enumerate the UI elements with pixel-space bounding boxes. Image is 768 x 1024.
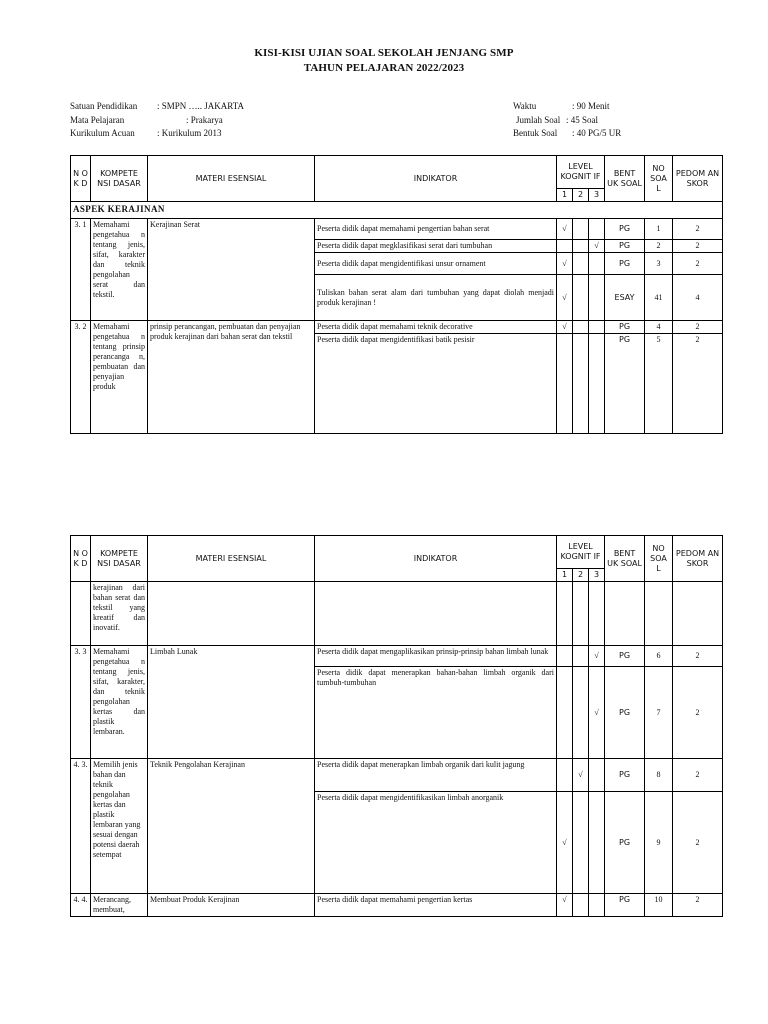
header-level-1: 1 <box>557 189 573 202</box>
kompetensi-text: Memahami pengetahua n tentang jenis, sifat, karakter, dan teknik pengolahan kertas dan plastik lembaran. <box>91 646 148 759</box>
kd-number: 3. 2 <box>71 321 91 434</box>
header-level: LEVEL KOGNIT IF <box>557 156 605 189</box>
info-label-waktu: Waktu <box>513 101 537 111</box>
header-level-2: 2 <box>573 189 589 202</box>
table-row <box>71 759 723 792</box>
info-value-jumlah: : 45 Soal <box>566 115 599 125</box>
bentuk-soal: PG <box>605 792 645 894</box>
indikator-text: Peserta didik dapat megklasifikasi serat dari tumbuhan <box>315 240 557 253</box>
no-soal: 3 <box>645 253 673 275</box>
skor: 2 <box>673 759 723 792</box>
indikator-text: Tuliskan bahan serat alam dari tumbuhan yang dapat diolah menjadi produk kerajinan ! <box>315 275 557 321</box>
info-value-mapel: : Prakarya <box>186 115 223 125</box>
kompetensi-text: kerajinan dari bahan serat dan tekstil yang kreatif dan inovatif. <box>91 582 148 646</box>
kompetensi-text: Memilih jenis bahan dan teknik pengolahan kertas dan plastik lembaran yang sesuai dengan potensi daerah setempat <box>91 759 148 894</box>
materi-text: prinsip perancangan, pembuatan dan penyajian produk kerajinan dari bahan serat dan tekstil <box>148 321 315 434</box>
info-value-kurikulum: : Kurikulum 2013 <box>157 128 222 138</box>
check-mark: √ <box>589 240 605 253</box>
no-soal: 10 <box>645 894 673 917</box>
skor: 2 <box>673 253 723 275</box>
no-soal: 5 <box>645 334 673 434</box>
indikator-text: Peserta didik dapat menerapkan bahan-bahan limbah organik dari tumbuh-tumbuhan <box>315 667 557 759</box>
skor: 2 <box>673 667 723 759</box>
check-mark: √ <box>557 253 573 275</box>
header-pedoman: PEDOM AN SKOR <box>673 156 723 202</box>
kompetensi-text: Memahami pengetahua n tentang jenis, sifat, karakter dan teknik pengolahan serat dan tekstil. <box>91 219 148 321</box>
skor: 4 <box>673 275 723 321</box>
no-soal: 8 <box>645 759 673 792</box>
header-bentuk: BENT UK SOAL <box>605 156 645 202</box>
table-row <box>71 582 723 646</box>
aspek-heading: ASPEK KERAJINAN <box>71 202 723 219</box>
header-no-soal: NO SOA L <box>645 156 673 202</box>
header-materi: MATERI ESENSIAL <box>148 536 315 582</box>
indikator-text: Peserta didik dapat mengaplikasikan prinsip-prinsip bahan limbah lunak <box>315 646 557 667</box>
bentuk-soal: PG <box>605 334 645 434</box>
header-no-soal: NO SOA L <box>645 536 673 582</box>
check-mark: √ <box>589 646 605 667</box>
check-mark: √ <box>573 759 589 792</box>
kd-number: 3. 1 <box>71 219 91 321</box>
header-level-1: 1 <box>557 569 573 582</box>
info-label-bentuk: Bentuk Soal <box>513 128 558 138</box>
indikator-text: Peserta didik dapat mengidentifikasi unsur ornament <box>315 253 557 275</box>
no-soal: 9 <box>645 792 673 894</box>
info-label-mapel: Mata Pelajaran <box>70 115 125 125</box>
skor: 2 <box>673 240 723 253</box>
info-value-bentuk: : 40 PG/5 UR <box>572 128 622 138</box>
no-soal: 4 <box>645 321 673 334</box>
bentuk-soal: ESAY <box>605 275 645 321</box>
header-materi: MATERI ESENSIAL <box>148 156 315 202</box>
header-no-kd: N O K D <box>71 156 91 202</box>
header-level-3: 3 <box>589 189 605 202</box>
materi-text: Membuat Produk Kerajinan <box>148 894 315 917</box>
bentuk-soal: PG <box>605 253 645 275</box>
info-label-jumlah: Jumlah Soal <box>516 115 561 125</box>
kompetensi-text: Memahami pengetahua n tentang prinsip perancanga n, pembuatan dan penyajian produk <box>91 321 148 434</box>
header-kompetensi: KOMPETE NSI DASAR <box>91 156 148 202</box>
header-level-2: 2 <box>573 569 589 582</box>
info-value-satuan: : SMPN ….. JAKARTA <box>157 101 245 111</box>
check-mark: √ <box>557 894 573 917</box>
table-row <box>71 646 723 667</box>
skor: 2 <box>673 219 723 240</box>
bentuk-soal: PG <box>605 240 645 253</box>
table-row <box>71 894 723 917</box>
header-indikator: INDIKATOR <box>315 536 557 582</box>
info-value-waktu: : 90 Menit <box>572 101 610 111</box>
indikator-text: Peserta didik dapat memahami pengertian kertas <box>315 894 557 917</box>
skor: 2 <box>673 792 723 894</box>
kompetensi-text: Merancang, membuat, <box>91 894 148 917</box>
no-soal: 41 <box>645 275 673 321</box>
header-bentuk: BENT UK SOAL <box>605 536 645 582</box>
materi-text: Kerajinan Serat <box>148 219 315 321</box>
skor: 2 <box>673 334 723 434</box>
header-kompetensi: KOMPETE NSI DASAR <box>91 536 148 582</box>
header-no-kd: N O K D <box>71 536 91 582</box>
bentuk-soal: PG <box>605 759 645 792</box>
skor: 2 <box>673 321 723 334</box>
indikator-text: Peserta didik dapat memahami pengertian bahan serat <box>315 219 557 240</box>
document-title: KISI-KISI UJIAN SOAL SEKOLAH JENJANG SMP <box>254 47 514 59</box>
header-pedoman: PEDOM AN SKOR <box>673 536 723 582</box>
kisi-table-2 <box>70 535 723 917</box>
indikator-text: Peserta didik dapat mengidentifikasikan limbah anorganik <box>315 792 557 894</box>
bentuk-soal: PG <box>605 219 645 240</box>
check-mark: √ <box>589 667 605 759</box>
bentuk-soal: PG <box>605 894 645 917</box>
indikator-text: Peserta didik dapat menerapkan limbah organik dari kulit jagung <box>315 759 557 792</box>
bentuk-soal: PG <box>605 646 645 667</box>
indikator-text: Peserta didik dapat memahami teknik decorative <box>315 321 557 334</box>
header-indikator: INDIKATOR <box>315 156 557 202</box>
info-label-satuan: Satuan Pendidikan <box>70 101 138 111</box>
materi-text: Teknik Pengolahan Kerajinan <box>148 759 315 894</box>
no-soal: 7 <box>645 667 673 759</box>
indikator-text: Peserta didik dapat mengidentifikasi batik pesisir <box>315 334 557 434</box>
no-soal: 6 <box>645 646 673 667</box>
kd-number: 4. 3. <box>71 759 91 894</box>
no-soal: 1 <box>645 219 673 240</box>
kd-number: 4. 4. <box>71 894 91 917</box>
table-row <box>71 321 723 334</box>
check-mark: √ <box>557 219 573 240</box>
bentuk-soal: PG <box>605 321 645 334</box>
header-level-3: 3 <box>589 569 605 582</box>
check-mark: √ <box>557 275 573 321</box>
info-label-kurikulum: Kurikulum Acuan <box>70 128 135 138</box>
check-mark: √ <box>557 792 573 894</box>
header-level: LEVEL KOGNIT IF <box>557 536 605 569</box>
document-subtitle: TAHUN PELAJARAN 2022/2023 <box>303 62 465 74</box>
table-row <box>71 219 723 240</box>
kisi-table-1 <box>70 155 723 434</box>
materi-text: Limbah Lunak <box>148 646 315 759</box>
check-mark: √ <box>557 321 573 334</box>
bentuk-soal: PG <box>605 667 645 759</box>
skor: 2 <box>673 646 723 667</box>
skor: 2 <box>673 894 723 917</box>
kd-number: 3. 3 <box>71 646 91 759</box>
no-soal: 2 <box>645 240 673 253</box>
